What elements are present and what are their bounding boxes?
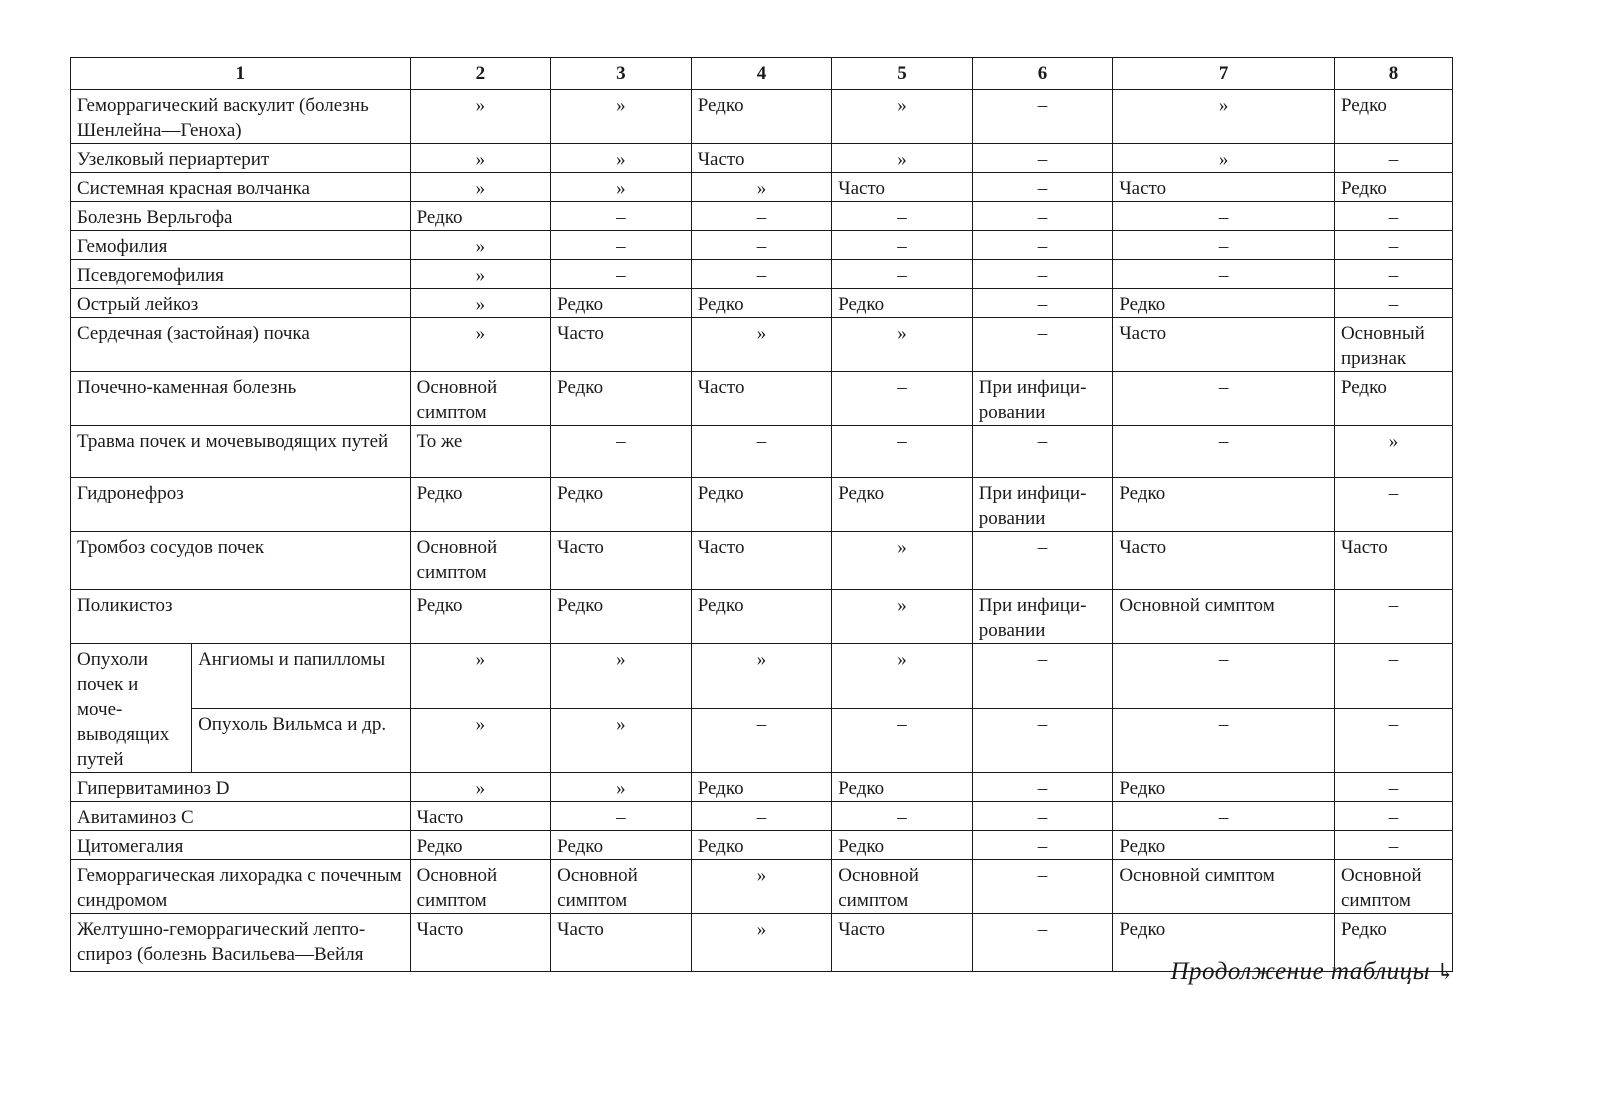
table-cell: Редко bbox=[410, 831, 551, 860]
column-header: 5 bbox=[832, 58, 973, 90]
row-label: Почечно-каменная болезнь bbox=[71, 372, 411, 426]
table-row bbox=[71, 260, 1453, 289]
table-row bbox=[71, 532, 1453, 590]
table-cell: » bbox=[551, 708, 692, 773]
table-cell: – bbox=[972, 90, 1113, 144]
row-label: Цитомегалия bbox=[71, 831, 411, 860]
table-row bbox=[71, 802, 1453, 831]
table-cell: Редко bbox=[551, 478, 692, 532]
row-label: Тромбоз сосудов почек bbox=[71, 532, 411, 590]
table-cell: Основной симптом bbox=[410, 532, 551, 590]
table-cell: » bbox=[691, 318, 832, 372]
table-cell: » bbox=[410, 318, 551, 372]
table-cell: – bbox=[1113, 202, 1335, 231]
table-cell: – bbox=[691, 260, 832, 289]
table-cell: – bbox=[1334, 289, 1452, 318]
table-cell: Основной симптом bbox=[832, 860, 973, 914]
table-cell: » bbox=[410, 231, 551, 260]
table-row bbox=[71, 860, 1453, 914]
table-cell: – bbox=[1113, 426, 1335, 478]
table-cell: » bbox=[410, 708, 551, 773]
table-cell: » bbox=[551, 173, 692, 202]
table-cell: – bbox=[972, 802, 1113, 831]
column-header: 3 bbox=[551, 58, 692, 90]
row-label: Желтушно-геморрагический лепто-спироз (болезнь Васильева—Вейля bbox=[71, 914, 411, 972]
table-cell: Основной симптом bbox=[1113, 860, 1335, 914]
table-row bbox=[71, 426, 1453, 478]
table-cell: Редко bbox=[691, 831, 832, 860]
table-cell: Редко bbox=[1334, 914, 1452, 972]
table-cell: Редко bbox=[691, 90, 832, 144]
table-row bbox=[71, 708, 1453, 773]
table-cell: Редко bbox=[832, 773, 973, 802]
table-cell: – bbox=[972, 914, 1113, 972]
row-label: Геморрагическая лихорадка с почечным синдромом bbox=[71, 860, 411, 914]
table-cell: » bbox=[832, 644, 973, 709]
table-row bbox=[71, 318, 1453, 372]
table-cell: – bbox=[832, 202, 973, 231]
table-cell: » bbox=[410, 289, 551, 318]
table-cell: Часто bbox=[1334, 532, 1452, 590]
table-cell: – bbox=[972, 831, 1113, 860]
continuation-arrow-icon: ↳ bbox=[1436, 959, 1455, 984]
table-row bbox=[71, 231, 1453, 260]
table-cell: – bbox=[691, 802, 832, 831]
table-cell: » bbox=[410, 144, 551, 173]
row-label: Острый лейкоз bbox=[71, 289, 411, 318]
table-cell: – bbox=[1113, 644, 1335, 709]
table-cell: » bbox=[832, 144, 973, 173]
column-header: 6 bbox=[972, 58, 1113, 90]
table-cell: » bbox=[410, 173, 551, 202]
table-cell: Редко bbox=[1334, 90, 1452, 144]
table-row bbox=[71, 90, 1453, 144]
table-row bbox=[71, 202, 1453, 231]
table-cell: Редко bbox=[551, 372, 692, 426]
table-cell: » bbox=[832, 590, 973, 644]
table-cell: » bbox=[410, 644, 551, 709]
table-cell: – bbox=[551, 260, 692, 289]
row-label: Псевдогемофилия bbox=[71, 260, 411, 289]
table-cell: – bbox=[1113, 372, 1335, 426]
table-cell: Часто bbox=[551, 914, 692, 972]
table-cell: » bbox=[1113, 90, 1335, 144]
table-cell: Редко bbox=[1113, 914, 1335, 972]
table-cell: Редко bbox=[1113, 831, 1335, 860]
table-cell: Основной симптом bbox=[410, 860, 551, 914]
column-header: 1 bbox=[71, 58, 411, 90]
table-cell: – bbox=[551, 231, 692, 260]
table-cell: – bbox=[1334, 478, 1452, 532]
table-cell: – bbox=[972, 860, 1113, 914]
table-cell: Основной симптом bbox=[551, 860, 692, 914]
table-cell: Часто bbox=[1113, 532, 1335, 590]
row-label: Поликистоз bbox=[71, 590, 411, 644]
table-cell: Редко bbox=[691, 289, 832, 318]
table-cell: – bbox=[1334, 260, 1452, 289]
table-cell: » bbox=[1113, 144, 1335, 173]
table-cell: Часто bbox=[832, 173, 973, 202]
table-cell: » bbox=[551, 644, 692, 709]
table-cell: Редко bbox=[1113, 478, 1335, 532]
table-cell: Основный признак bbox=[1334, 318, 1452, 372]
column-header: 4 bbox=[691, 58, 832, 90]
table-cell: – bbox=[972, 289, 1113, 318]
table-cell: » bbox=[1334, 426, 1452, 478]
column-header: 8 bbox=[1334, 58, 1452, 90]
table-cell: – bbox=[972, 318, 1113, 372]
table-cell: – bbox=[972, 644, 1113, 709]
table-cell: – bbox=[1334, 644, 1452, 709]
table-cell: – bbox=[551, 426, 692, 478]
table-cell: Основной симптом bbox=[410, 372, 551, 426]
table-cell: То же bbox=[410, 426, 551, 478]
table-cell: – bbox=[551, 202, 692, 231]
table-cell: – bbox=[832, 708, 973, 773]
table-cell: Часто bbox=[410, 914, 551, 972]
row-label: Гидронефроз bbox=[71, 478, 411, 532]
row-label: Узелковый периартерит bbox=[71, 144, 411, 173]
table-cell: – bbox=[1113, 231, 1335, 260]
table-cell: » bbox=[410, 773, 551, 802]
table-cell: – bbox=[1334, 231, 1452, 260]
row-label: Системная красная волчанка bbox=[71, 173, 411, 202]
table-cell: – bbox=[972, 260, 1113, 289]
table-cell: Редко bbox=[551, 590, 692, 644]
table-cell: – bbox=[1113, 260, 1335, 289]
table-cell: Редко bbox=[691, 590, 832, 644]
table-cell: – bbox=[972, 144, 1113, 173]
table-cell: » bbox=[691, 173, 832, 202]
row-label: Геморрагический васкулит (болезнь Шенлейна—Геноха) bbox=[71, 90, 411, 144]
table-cell: » bbox=[551, 773, 692, 802]
table-cell: Редко bbox=[691, 478, 832, 532]
header-row bbox=[71, 58, 1453, 90]
table-cell: – bbox=[1334, 590, 1452, 644]
table-row bbox=[71, 144, 1453, 173]
table-cell: – bbox=[1334, 202, 1452, 231]
table-cell: » bbox=[551, 144, 692, 173]
table-row bbox=[71, 478, 1453, 532]
table-cell: Редко bbox=[832, 478, 973, 532]
table-cell: Часто bbox=[691, 372, 832, 426]
table-row bbox=[71, 773, 1453, 802]
table-cell: » bbox=[832, 318, 973, 372]
group-label: Опухоли почек и моче-выводящих путей bbox=[71, 644, 192, 773]
table-cell: » bbox=[691, 860, 832, 914]
table-cell: Основной симптом bbox=[1113, 590, 1335, 644]
table-cell: – bbox=[832, 231, 973, 260]
table-cell: – bbox=[972, 426, 1113, 478]
table-cell: » bbox=[832, 90, 973, 144]
table-cell: Часто bbox=[1113, 173, 1335, 202]
table-cell: При инфици-ровании bbox=[972, 372, 1113, 426]
table-cell: Редко bbox=[1113, 289, 1335, 318]
table-cell: – bbox=[1113, 802, 1335, 831]
table-cell: – bbox=[551, 802, 692, 831]
table-cell: – bbox=[1334, 802, 1452, 831]
table-row bbox=[71, 590, 1453, 644]
continuation-note bbox=[1171, 958, 1456, 986]
table-cell: – bbox=[832, 802, 973, 831]
table-cell: При инфици-ровании bbox=[972, 478, 1113, 532]
table-row bbox=[71, 289, 1453, 318]
table-cell: Редко bbox=[832, 289, 973, 318]
table-cell: Редко bbox=[410, 590, 551, 644]
table-cell: Редко bbox=[1334, 173, 1452, 202]
table-cell: – bbox=[691, 202, 832, 231]
table-cell: » bbox=[410, 260, 551, 289]
row-label: Болезнь Верльгофа bbox=[71, 202, 411, 231]
column-header: 7 bbox=[1113, 58, 1335, 90]
table-cell: При инфици-ровании bbox=[972, 590, 1113, 644]
table-cell: – bbox=[972, 708, 1113, 773]
table-cell: – bbox=[1113, 708, 1335, 773]
table-cell: Часто bbox=[832, 914, 973, 972]
table-cell: – bbox=[1334, 773, 1452, 802]
table-row bbox=[71, 644, 1453, 709]
table-cell: Редко bbox=[832, 831, 973, 860]
table-cell: – bbox=[832, 372, 973, 426]
row-label: Опухоль Вильмса и др. bbox=[192, 708, 411, 773]
row-label: Ангиомы и папилломы bbox=[192, 644, 411, 709]
table-cell: Часто bbox=[691, 144, 832, 173]
table-cell: Редко bbox=[1334, 372, 1452, 426]
table-cell: » bbox=[551, 90, 692, 144]
column-header: 2 bbox=[410, 58, 551, 90]
table-cell: » bbox=[691, 914, 832, 972]
table-cell: – bbox=[972, 231, 1113, 260]
table-cell: Редко bbox=[410, 478, 551, 532]
table-cell: Часто bbox=[691, 532, 832, 590]
row-label: Травма почек и мочевыводящих путей bbox=[71, 426, 411, 478]
table-cell: – bbox=[832, 260, 973, 289]
table-cell: – bbox=[691, 231, 832, 260]
table-cell: – bbox=[972, 532, 1113, 590]
table-cell: Редко bbox=[410, 202, 551, 231]
row-label: Сердечная (застойная) почка bbox=[71, 318, 411, 372]
table-row bbox=[71, 173, 1453, 202]
table-cell: – bbox=[691, 708, 832, 773]
table-row bbox=[71, 831, 1453, 860]
row-label: Гипервитаминоз D bbox=[71, 773, 411, 802]
table-cell: – bbox=[691, 426, 832, 478]
table-cell: – bbox=[1334, 708, 1452, 773]
continuation-text: Продолжение таблицы bbox=[1170, 958, 1431, 985]
table-cell: Редко bbox=[691, 773, 832, 802]
table-cell: Редко bbox=[551, 831, 692, 860]
table-cell: Часто bbox=[551, 532, 692, 590]
table-cell: – bbox=[832, 426, 973, 478]
table-row bbox=[71, 372, 1453, 426]
table-cell: » bbox=[832, 532, 973, 590]
table-cell: – bbox=[972, 202, 1113, 231]
table-cell: Редко bbox=[1113, 773, 1335, 802]
table-cell: Часто bbox=[1113, 318, 1335, 372]
table-cell: – bbox=[972, 173, 1113, 202]
table-cell: Основной симптом bbox=[1334, 860, 1452, 914]
symptom-table bbox=[70, 57, 1453, 972]
table-cell: Часто bbox=[551, 318, 692, 372]
row-label: Гемофилия bbox=[71, 231, 411, 260]
table-cell: – bbox=[972, 773, 1113, 802]
table-cell: Редко bbox=[551, 289, 692, 318]
row-label: Авитаминоз С bbox=[71, 802, 411, 831]
table-cell: » bbox=[410, 90, 551, 144]
table-cell: Часто bbox=[410, 802, 551, 831]
table-cell: – bbox=[1334, 144, 1452, 173]
table-cell: » bbox=[691, 644, 832, 709]
table-cell: – bbox=[1334, 831, 1452, 860]
